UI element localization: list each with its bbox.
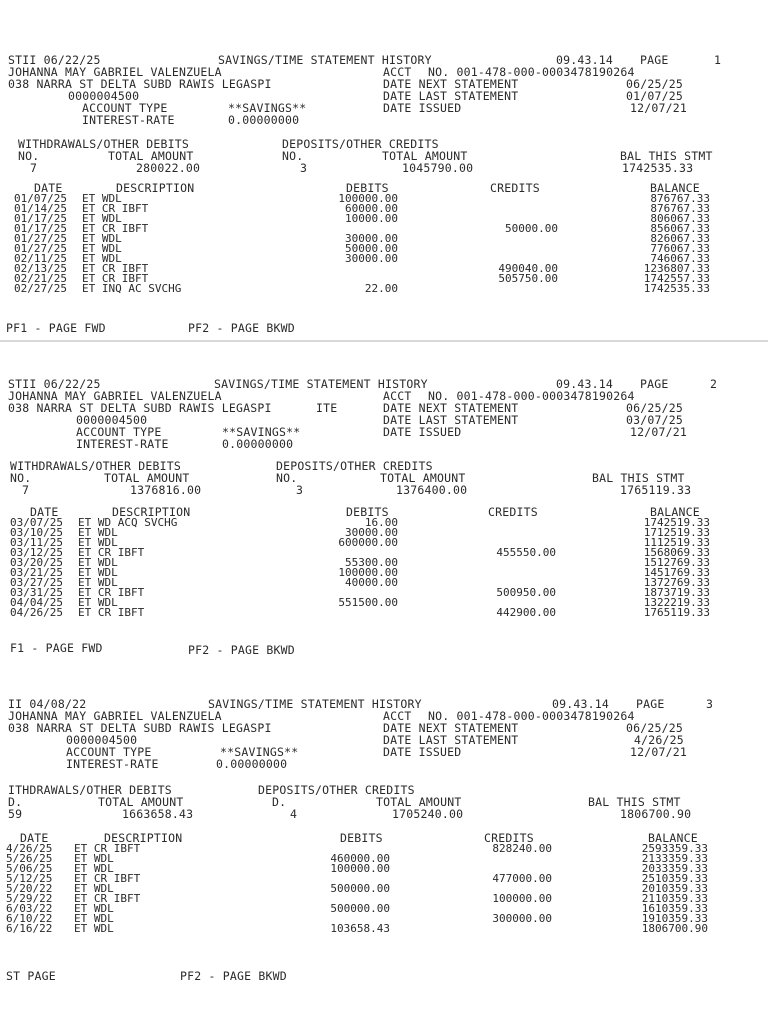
account-type-label: ACCOUNT TYPE [82,101,168,115]
transaction-row [0,284,768,294]
transaction-row [0,608,768,618]
txn-balance: 1372769.33 [643,576,710,589]
d-count: 3 [300,161,308,175]
w-total: 1376816.00 [130,483,202,497]
txn-date: 5/26/25 [6,852,53,865]
next-stmt-label: DATE NEXT STATEMENT [383,721,519,735]
txn-description: ET WDL [78,536,118,549]
txn-debit: 60000.00 [345,202,398,215]
txn-credit: 828240.00 [492,842,552,855]
txn-balance: 1873719.33 [643,586,710,599]
deposits-label: DEPOSITS/OTHER CREDITS [282,137,439,151]
txn-debit: 30000.00 [345,232,398,245]
w-total-label: TOTAL AMOUNT [98,795,184,809]
txn-date: 01/17/25 [14,212,67,225]
txn-date: 03/11/25 [10,536,63,549]
txn-credit: 500950.00 [496,586,556,599]
stii-date: STII 06/22/25 [8,53,101,67]
txn-date: 02/27/25 [14,282,67,295]
account-code: 0000004500 [66,733,138,747]
txn-description: ET WDL [78,576,118,589]
acct-label: ACCT [383,65,412,79]
txn-balance: 2110359.33 [641,892,708,905]
d-total-label: TOTAL AMOUNT [380,471,466,485]
txn-description: ET WD ACQ SVCHG [78,516,178,529]
txn-balance: 1712519.33 [643,526,710,539]
account-code: 0000004500 [68,89,140,103]
statement-page-2 [0,376,768,661]
page-label: PAGE [636,697,665,711]
interest-rate: 0.00000000 [222,437,294,451]
d-total-label: TOTAL AMOUNT [376,795,462,809]
bal-this-stmt: 1806700.90 [620,807,692,821]
txn-date: 6/10/22 [6,912,53,925]
col-header-date: DATE [34,181,63,195]
w-count: 59 [8,807,23,821]
txn-date: 03/07/25 [10,516,63,529]
txn-description: ET WDL [74,922,114,935]
txn-credit: 490040.00 [498,262,558,275]
bal-this-stmt: 1742535.33 [622,161,694,175]
txn-description: ET CR IBFT [74,892,141,905]
acct-number: NO. 001-478-000-0003478190264 [428,65,635,79]
txn-description: ET WDL [74,882,114,895]
issued-label: DATE ISSUED [383,101,462,115]
txn-balance: 826067.33 [650,232,710,245]
acct-label: ACCT [383,709,412,723]
txn-balance: 856067.33 [650,222,710,235]
txn-debit: 55300.00 [345,556,398,569]
txn-debit: 30000.00 [345,252,398,265]
txn-description: ET WDL [82,242,122,255]
col-header-date: DATE [30,505,59,519]
interest-label: INTEREST-RATE [66,757,159,771]
txn-date: 01/27/25 [14,232,67,245]
interest-rate: 0.00000000 [228,113,300,127]
pf1-page-fwd[interactable]: PF1 - PAGE FWD [6,321,106,335]
txn-description: ET WDL [82,232,122,245]
w-count: 7 [30,161,38,175]
txn-description: ET WDL [82,252,122,265]
next-stmt: 06/25/25 [626,401,683,415]
d-total: 1705240.00 [392,807,464,821]
issued: 12/07/21 [630,101,687,115]
d-total-label: TOTAL AMOUNT [382,149,468,163]
txn-description: ET CR IBFT [82,262,149,275]
deposits-label: DEPOSITS/OTHER CREDITS [258,783,415,797]
txn-balance: 876767.33 [650,202,710,215]
txn-date: 6/03/22 [6,902,53,915]
txn-date: 03/10/25 [10,526,63,539]
txn-description: ET WDL [82,212,122,225]
txn-description: ET CR IBFT [78,546,145,559]
col-header-balance: BALANCE [648,831,698,845]
next-stmt: 06/25/25 [626,721,683,735]
transaction-row [0,924,768,934]
w-no-label: NO. [10,471,32,485]
txn-balance: 1806700.90 [641,922,708,935]
last-stmt-label: DATE LAST STATEMENT [383,733,519,747]
txn-debit: 100000.00 [338,566,398,579]
bal-this-stmt: 1765119.33 [620,483,692,497]
col-header-description: DESCRIPTION [112,505,191,519]
statement-title: SAVINGS/TIME STATEMENT HISTORY [208,697,422,711]
txn-description: ET CR IBFT [74,842,141,855]
col-header-date: DATE [20,831,49,845]
issued: 12/07/21 [630,425,687,439]
interest-label: INTEREST-RATE [82,113,175,127]
statement-title: SAVINGS/TIME STATEMENT HISTORY [214,377,428,391]
txn-balance: 1765119.33 [643,606,710,619]
interest-rate: 0.00000000 [216,757,288,771]
next-stmt-label: DATE NEXT STATEMENT [383,401,519,415]
pf1-page-fwd[interactable]: ST PAGE [6,969,56,983]
txn-balance: 876767.33 [650,192,710,205]
txn-balance: 2133359.33 [641,852,708,865]
txn-date: 4/26/25 [6,842,53,855]
issued-label: DATE ISSUED [383,425,462,439]
withdrawals-label: WITHDRAWALS/OTHER DEBITS [18,137,189,151]
customer-name: JOHANNA MAY GABRIEL VALENZUELA [8,389,222,403]
d-total: 1045790.00 [402,161,474,175]
account-code: 0000004500 [76,413,148,427]
last-stmt: 03/07/25 [626,413,683,427]
txn-debit: 16.00 [364,516,398,529]
txn-date: 02/13/25 [14,262,67,275]
txn-date: 5/20/22 [6,882,53,895]
txn-balance: 1236807.33 [643,262,710,275]
customer-name: JOHANNA MAY GABRIEL VALENZUELA [8,709,222,723]
d-no-label: D. [272,795,287,809]
col-header-balance: BALANCE [650,505,700,519]
txn-debit: 551500.00 [338,596,398,609]
col-header-debits: DEBITS [346,505,389,519]
txn-date: 03/20/25 [10,556,63,569]
customer-name: JOHANNA MAY GABRIEL VALENZUELA [8,65,222,79]
txn-debit: 600000.00 [338,536,398,549]
statement-title: SAVINGS/TIME STATEMENT HISTORY [218,53,432,67]
d-no-label: NO. [282,149,304,163]
d-no-label: NO. [276,471,298,485]
txn-debit: 10000.00 [345,212,398,225]
txn-description: ET CR IBFT [82,272,149,285]
txn-credit: 505750.00 [498,272,558,285]
txn-description: ET CR IBFT [74,872,141,885]
txn-date: 6/16/22 [6,922,53,935]
interest-label: INTEREST-RATE [76,437,169,451]
txn-balance: 1568069.33 [643,546,710,559]
page-number: 3 [706,697,714,711]
txn-balance: 2593359.33 [641,842,708,855]
account-type: **SAVINGS** [228,101,307,115]
page-label: PAGE [640,53,669,67]
col-header-description: DESCRIPTION [116,181,195,195]
txn-date: 03/31/25 [10,586,63,599]
txn-date: 5/12/25 [6,872,53,885]
last-stmt-label: DATE LAST STATEMENT [383,89,519,103]
txn-balance: 1451769.33 [643,566,710,579]
txn-balance: 806067.33 [650,212,710,225]
address-extra: ITE [316,401,338,415]
issued-label: DATE ISSUED [383,745,462,759]
txn-debit: 50000.00 [345,242,398,255]
scan-divider [0,340,768,342]
w-total-label: TOTAL AMOUNT [108,149,194,163]
acct-label: ACCT [383,389,412,403]
txn-debit: 22.00 [364,282,398,295]
w-count: 7 [22,483,30,497]
col-header-description: DESCRIPTION [104,831,183,845]
account-type: **SAVINGS** [220,745,299,759]
time: 09.43.14 [556,53,613,67]
txn-balance: 776067.33 [650,242,710,255]
txn-description: ET WDL [78,596,118,609]
w-total: 1663658.43 [122,807,194,821]
txn-debit: 103658.43 [330,922,390,935]
txn-description: ET WDL [74,862,114,875]
next-stmt: 06/25/25 [626,77,683,91]
txn-date: 03/27/25 [10,576,63,589]
deposits-label: DEPOSITS/OTHER CREDITS [276,459,433,473]
txn-balance: 746067.33 [650,252,710,265]
col-header-credits: CREDITS [484,831,534,845]
account-type-label: ACCOUNT TYPE [76,425,162,439]
customer-address: 038 NARRA ST DELTA SUBD RAWIS LEGASPI [8,77,272,91]
txn-date: 5/29/22 [6,892,53,905]
txn-date: 5/06/25 [6,862,53,875]
bal-label: BAL THIS STMT [592,471,685,485]
txn-balance: 1742519.33 [643,516,710,529]
issued: 12/07/21 [630,745,687,759]
txn-date: 01/14/25 [14,202,67,215]
pf2-page-bkwd[interactable]: PF2 - PAGE BKWD [188,321,295,335]
txn-description: ET CR IBFT [82,202,149,215]
col-header-credits: CREDITS [490,181,540,195]
withdrawals-label: WITHDRAWALS/OTHER DEBITS [10,459,181,473]
account-type-label: ACCOUNT TYPE [66,745,152,759]
txn-credit: 50000.00 [505,222,558,235]
col-header-balance: BALANCE [650,181,700,195]
txn-debit: 40000.00 [345,576,398,589]
last-stmt: 4/26/25 [634,733,684,747]
last-stmt-label: DATE LAST STATEMENT [383,413,519,427]
txn-credit: 477000.00 [492,872,552,885]
time: 09.43.14 [556,377,613,391]
txn-balance: 2010359.33 [641,882,708,895]
customer-address: 038 NARRA ST DELTA SUBD RAWIS LEGASPI [8,401,272,415]
w-total: 280022.00 [136,161,201,175]
col-header-debits: DEBITS [346,181,389,195]
page-number: 1 [714,53,722,67]
txn-date: 02/21/25 [14,272,67,285]
pf2-page-bkwd[interactable]: PF2 - PAGE BKWD [188,643,295,657]
txn-date: 01/07/25 [14,192,67,205]
txn-debit: 500000.00 [330,882,390,895]
txn-description: ET WDL [78,556,118,569]
col-header-debits: DEBITS [340,831,383,845]
txn-date: 02/11/25 [14,252,67,265]
pf1-page-fwd[interactable]: F1 - PAGE FWD [10,641,103,655]
w-total-label: TOTAL AMOUNT [104,471,190,485]
w-no-label: NO. [18,149,40,163]
customer-address: 038 NARRA ST DELTA SUBD RAWIS LEGASPI [8,721,272,735]
txn-credit: 455550.00 [496,546,556,559]
txn-debit: 100000.00 [330,862,390,875]
txn-debit: 30000.00 [345,526,398,539]
last-stmt: 01/07/25 [626,89,683,103]
txn-date: 04/26/25 [10,606,63,619]
page-number: 2 [710,377,718,391]
txn-balance: 1910359.33 [641,912,708,925]
txn-balance: 1112519.33 [643,536,710,549]
txn-date: 03/21/25 [10,566,63,579]
withdrawals-label: ITHDRAWALS/OTHER DEBITS [8,783,172,797]
col-header-credits: CREDITS [488,505,538,519]
bal-label: BAL THIS STMT [588,795,681,809]
pf2-page-bkwd[interactable]: PF2 - PAGE BKWD [180,969,287,983]
txn-balance: 2033359.33 [641,862,708,875]
transaction-rows [0,518,768,618]
account-type: **SAVINGS** [222,425,301,439]
time: 09.43.14 [552,697,609,711]
transaction-rows [0,194,768,294]
stii-date: STII 06/22/25 [8,377,101,391]
statement-page-1 [0,52,768,337]
txn-balance: 2510359.33 [641,872,708,885]
d-count: 3 [296,483,304,497]
d-count: 4 [290,807,298,821]
txn-description: ET CR IBFT [78,606,145,619]
txn-balance: 1610359.33 [641,902,708,915]
txn-debit: 100000.00 [338,192,398,205]
w-no-label: D. [8,795,23,809]
acct-number: NO. 001-478-000-0003478190264 [428,389,635,403]
txn-date: 03/12/25 [10,546,63,559]
d-total: 1376400.00 [396,483,468,497]
bal-label: BAL THIS STMT [620,149,713,163]
txn-description: ET WDL [74,902,114,915]
txn-description: ET CR IBFT [78,586,145,599]
txn-description: ET WDL [74,912,114,925]
txn-credit: 100000.00 [492,892,552,905]
txn-balance: 1512769.33 [643,556,710,569]
txn-debit: 460000.00 [330,852,390,865]
txn-description: ET WDL [78,526,118,539]
transaction-rows [0,844,768,934]
txn-description: ET WDL [78,566,118,579]
txn-credit: 442900.00 [496,606,556,619]
txn-date: 01/17/25 [14,222,67,235]
txn-debit: 500000.00 [330,902,390,915]
txn-credit: 300000.00 [492,912,552,925]
txn-date: 01/27/25 [14,242,67,255]
txn-balance: 1742557.33 [643,272,710,285]
txn-description: ET INQ AC SVCHG [82,282,182,295]
txn-date: 04/04/25 [10,596,63,609]
acct-number: NO. 001-478-000-0003478190264 [428,709,635,723]
txn-balance: 1742535.33 [643,282,710,295]
statement-page-3 [0,696,768,996]
txn-balance: 1322219.33 [643,596,710,609]
page-label: PAGE [640,377,669,391]
txn-description: ET WDL [82,192,122,205]
next-stmt-label: DATE NEXT STATEMENT [383,77,519,91]
txn-description: ET WDL [74,852,114,865]
txn-description: ET CR IBFT [82,222,149,235]
stii-date: II 04/08/22 [8,697,87,711]
